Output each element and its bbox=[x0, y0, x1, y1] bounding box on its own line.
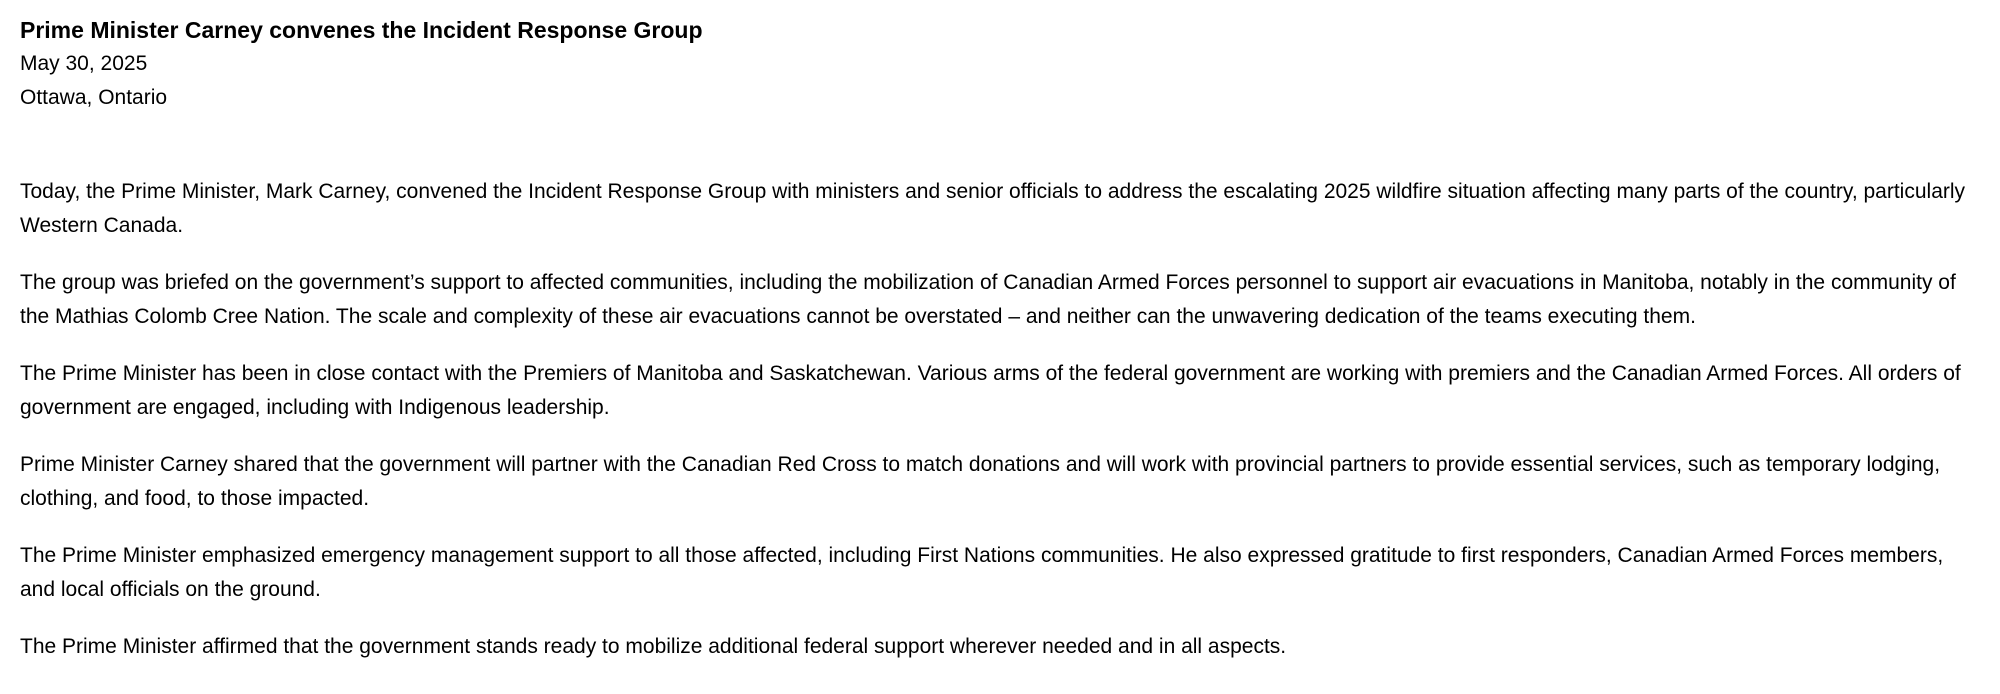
paragraph: Prime Minister Carney shared that the government will partner with the Canadian Red Cross to match donations and will work with provincial partners to provide essential services, such as temporary lodging, clothing, and food, to those impacted. bbox=[20, 453, 1941, 510]
paragraph: The Prime Minister has been in close contact with the Premiers of Manitoba and Saskatchewan. Various arms of the federal government are working with premiers and the Canadian Armed Forces. All orders of government are engaged, including with Indigenous leadership. bbox=[20, 362, 1961, 419]
paragraph: The Prime Minister emphasized emergency management support to all those affected, including First Nations communities. He also expressed gratitude to first responders, Canadian Armed Forces members, and local officials on the ground. bbox=[20, 544, 1944, 601]
release-location: Ottawa, Ontario bbox=[20, 86, 168, 109]
paragraph: The group was briefed on the government’s support to affected communities, including the mobilization of Canadian Armed Forces personnel to support air evacuations in Manitoba, notably in the community of the Mathias Colomb Cree Nation. The scale and complexity of these air evacuations cannot be overstated – and neither can the unwavering dedication of the teams executing them. bbox=[20, 271, 1956, 328]
release-date: May 30, 2025 bbox=[20, 52, 148, 75]
paragraph: The Prime Minister affirmed that the government stands ready to mobilize additional federal support wherever needed and in all aspects. bbox=[20, 635, 1287, 658]
release-body bbox=[20, 175, 1980, 664]
paragraph: Today, the Prime Minister, Mark Carney, convened the Incident Response Group with ministers and senior officials to address the escalating 2025 wildfire situation affecting many parts of the country, particularly Western Canada. bbox=[20, 180, 1966, 237]
release-header bbox=[20, 13, 1980, 115]
page-title: Prime Minister Carney convenes the Incident Response Group bbox=[20, 17, 703, 43]
